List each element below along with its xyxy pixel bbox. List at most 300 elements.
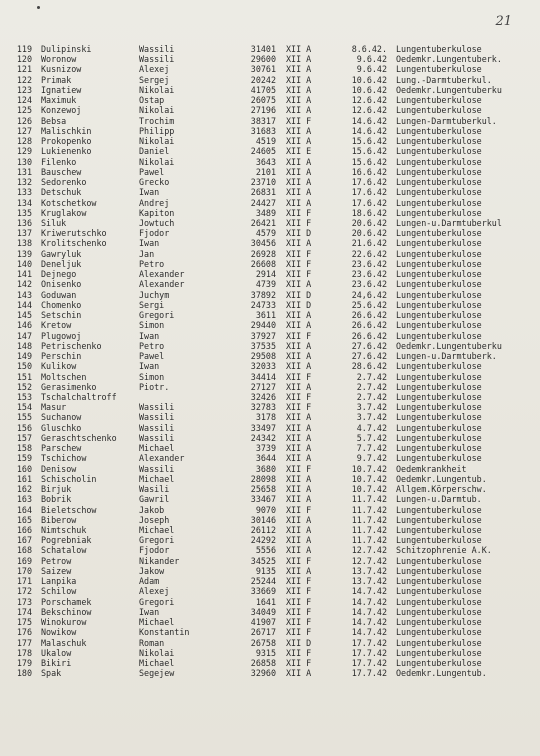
record-pow-number: 34049 xyxy=(250,606,276,617)
record-first-name: Gregori xyxy=(139,535,175,546)
record-first-name: Alexander xyxy=(139,279,185,290)
record-camp: XII A xyxy=(286,494,312,505)
record-pow-number: 9315 xyxy=(255,647,276,658)
record-surname: Kretow xyxy=(41,320,72,331)
record-row xyxy=(0,638,540,648)
record-number: 153 xyxy=(16,391,32,402)
record-surname: Gerasimenko xyxy=(41,381,97,392)
record-cause: Lungentuberkulose xyxy=(396,146,482,157)
record-surname: Deneljuk xyxy=(41,258,82,269)
record-number: 128 xyxy=(16,136,32,147)
record-first-name: Simon xyxy=(139,371,165,382)
record-first-name: Wassili xyxy=(139,44,175,54)
record-number: 137 xyxy=(16,228,32,239)
record-row xyxy=(0,320,540,330)
record-surname: Schischolin xyxy=(41,473,97,484)
record-first-name: Michael xyxy=(139,658,175,669)
record-row xyxy=(0,423,540,433)
record-first-name: Grecko xyxy=(139,177,170,188)
record-first-name: Iwan xyxy=(139,187,160,198)
record-camp: XII F xyxy=(286,207,312,218)
record-camp: XII A xyxy=(286,105,312,116)
record-row xyxy=(0,259,540,269)
record-pow-number: 20242 xyxy=(250,74,276,85)
record-first-name: Nikolai xyxy=(139,105,175,116)
record-number: 162 xyxy=(16,484,32,495)
record-number: 160 xyxy=(16,463,32,474)
record-row xyxy=(0,453,540,463)
record-surname: Filenko xyxy=(41,156,77,167)
record-first-name: Wassili xyxy=(139,432,175,443)
record-number: 119 xyxy=(16,44,32,54)
record-date: 27.6.42 xyxy=(351,340,387,351)
record-first-name: Alexander xyxy=(139,269,185,280)
record-cause: Lungen-u.Darmtuberkul xyxy=(396,217,502,228)
record-pow-number: 24427 xyxy=(250,197,276,208)
record-cause: Lungentuberkulose xyxy=(396,105,482,116)
record-first-name: Alexej xyxy=(139,64,170,75)
record-first-name: Joseph xyxy=(139,514,170,525)
record-date: 2.7.42 xyxy=(356,371,387,382)
record-date: 12.7.42 xyxy=(351,545,387,556)
record-first-name: Michael xyxy=(139,525,175,536)
record-first-name: Nikolai xyxy=(139,156,175,167)
record-number: 143 xyxy=(16,289,32,300)
record-cause: Lungentuberkulose xyxy=(396,525,482,536)
record-number: 120 xyxy=(16,54,32,65)
record-cause: Lungentuberkulose xyxy=(396,330,482,341)
record-number: 151 xyxy=(16,371,32,382)
record-cause: Oedemkrankheit xyxy=(396,463,467,474)
record-pow-number: 33497 xyxy=(250,422,276,433)
record-camp: XII F xyxy=(286,248,312,259)
record-camp: XII A xyxy=(286,381,312,392)
record-date: 18.6.42 xyxy=(351,207,387,218)
record-row xyxy=(0,54,540,64)
record-number: 176 xyxy=(16,627,32,638)
record-pow-number: 2101 xyxy=(255,166,276,177)
record-first-name: Nikolai xyxy=(139,647,175,658)
record-row xyxy=(0,167,540,177)
record-row xyxy=(0,249,540,259)
record-number: 172 xyxy=(16,586,32,597)
record-date: 14.7.42 xyxy=(351,617,387,628)
record-row xyxy=(0,484,540,494)
record-surname: Petrischenko xyxy=(41,340,102,351)
record-date: 10.7.42 xyxy=(351,463,387,474)
record-cause: Lungentuberkulose xyxy=(396,320,482,331)
record-row xyxy=(0,105,540,115)
record-row xyxy=(0,351,540,361)
record-cause: Lungentuberkulose xyxy=(396,443,482,454)
record-first-name: Jakob xyxy=(139,504,165,515)
record-pow-number: 34414 xyxy=(250,371,276,382)
record-camp: XII A xyxy=(286,422,312,433)
record-date: 17.7.42 xyxy=(351,647,387,658)
record-first-name: Nikander xyxy=(139,555,180,566)
record-date: 10.7.42 xyxy=(351,473,387,484)
record-number: 150 xyxy=(16,361,32,372)
record-surname: Moltschen xyxy=(41,371,87,382)
record-surname: Birjuk xyxy=(41,484,72,495)
record-cause: Lungen-Darmtuberkul. xyxy=(396,115,497,126)
record-number: 170 xyxy=(16,565,32,576)
record-camp: XII A xyxy=(286,320,312,331)
record-date: 17.6.42 xyxy=(351,197,387,208)
record-first-name: Wassili xyxy=(139,54,175,65)
record-row xyxy=(0,279,540,289)
record-camp: XII A xyxy=(286,84,312,95)
record-cause: Lungentuberkulose xyxy=(396,565,482,576)
record-date: 4.7.42 xyxy=(356,422,387,433)
record-first-name: Wassili xyxy=(139,463,175,474)
record-surname: Kotschetkow xyxy=(41,197,97,208)
record-camp: XII A xyxy=(286,453,312,464)
record-first-name: Sergej xyxy=(139,74,170,85)
record-pow-number: 30456 xyxy=(250,238,276,249)
record-number: 175 xyxy=(16,617,32,628)
record-camp: XII A xyxy=(286,197,312,208)
record-camp: XII A xyxy=(286,54,312,65)
record-number: 180 xyxy=(16,668,32,679)
record-row xyxy=(0,648,540,658)
page-number: 21 xyxy=(495,14,512,29)
record-camp: XII A xyxy=(286,432,312,443)
record-surname: Spak xyxy=(41,668,62,679)
record-first-name: Wassili xyxy=(139,422,175,433)
record-pow-number: 1641 xyxy=(255,596,276,607)
record-first-name: Trochim xyxy=(139,115,175,126)
record-first-name: Petro xyxy=(139,258,165,269)
record-number: 132 xyxy=(16,177,32,188)
record-cause: Oedemkr.Lungentuberk. xyxy=(396,54,502,65)
record-camp: XII A xyxy=(286,44,312,54)
record-surname: Maximuk xyxy=(41,95,77,106)
record-camp: XII A xyxy=(286,473,312,484)
record-first-name: Iwan xyxy=(139,361,160,372)
record-number: 159 xyxy=(16,453,32,464)
record-number: 144 xyxy=(16,299,32,310)
record-date: 14.7.42 xyxy=(351,627,387,638)
record-first-name: Gregori xyxy=(139,310,175,321)
record-date: 26.6.42 xyxy=(351,320,387,331)
record-date: 25.6.42 xyxy=(351,299,387,310)
record-camp: XII D xyxy=(286,299,312,310)
record-camp: XII F xyxy=(286,402,312,413)
record-camp: XII A xyxy=(286,238,312,249)
record-surname: Lukienenko xyxy=(41,146,92,157)
record-date: 26.6.42 xyxy=(351,310,387,321)
record-number: 166 xyxy=(16,525,32,536)
record-surname: Gluschko xyxy=(41,422,82,433)
record-cause: Lungentuberkulose xyxy=(396,177,482,188)
record-row xyxy=(0,474,540,484)
record-surname: Parschew xyxy=(41,443,82,454)
record-camp: XII A xyxy=(286,484,312,495)
record-cause: Lungentuberkulose xyxy=(396,64,482,75)
record-pow-number: 26858 xyxy=(250,658,276,669)
record-first-name: Konstantin xyxy=(139,627,190,638)
record-cause: Lungentuberkulose xyxy=(396,576,482,587)
record-pow-number: 32783 xyxy=(250,402,276,413)
record-number: 161 xyxy=(16,473,32,484)
record-cause: Lungentuberkulose xyxy=(396,269,482,280)
record-date: 26.6.42 xyxy=(351,330,387,341)
record-cause: Lungentuberkulose xyxy=(396,238,482,249)
record-pow-number: 24733 xyxy=(250,299,276,310)
record-date: 15.6.42 xyxy=(351,136,387,147)
record-camp: XII F xyxy=(286,617,312,628)
record-cause: Lungentuberkulose xyxy=(396,422,482,433)
record-date: 9.7.42 xyxy=(356,453,387,464)
record-number: 164 xyxy=(16,504,32,515)
record-date: 12.7.42 xyxy=(351,555,387,566)
record-row xyxy=(0,433,540,443)
record-cause: Lungentuberkulose xyxy=(396,586,482,597)
record-pow-number: 37892 xyxy=(250,289,276,300)
record-date: 11.7.42 xyxy=(351,514,387,525)
record-row xyxy=(0,556,540,566)
record-surname: Tschalchaltroff xyxy=(41,391,117,402)
record-surname: Denisow xyxy=(41,463,77,474)
record-date: 11.7.42 xyxy=(351,504,387,515)
record-first-name: Daniel xyxy=(139,146,170,157)
record-date: 13.7.42 xyxy=(351,565,387,576)
record-date: 17.7.42 xyxy=(351,668,387,679)
record-pow-number: 26831 xyxy=(250,187,276,198)
record-date: 15.6.42 xyxy=(351,146,387,157)
record-surname: Tschichow xyxy=(41,453,87,464)
record-pow-number: 2914 xyxy=(255,269,276,280)
record-row xyxy=(0,116,540,126)
record-pow-number: 24605 xyxy=(250,146,276,157)
record-surname: Kulikow xyxy=(41,361,77,372)
record-number: 131 xyxy=(16,166,32,177)
record-camp: XII A xyxy=(286,156,312,167)
record-pow-number: 32426 xyxy=(250,391,276,402)
record-row xyxy=(0,505,540,515)
record-date: 5.7.42 xyxy=(356,432,387,443)
record-number: 139 xyxy=(16,248,32,259)
record-number: 133 xyxy=(16,187,32,198)
record-first-name: Michael xyxy=(139,473,175,484)
record-surname: Malischkin xyxy=(41,125,92,136)
record-row xyxy=(0,576,540,586)
record-camp: XII F xyxy=(286,269,312,280)
record-cause: Lung.-Darmtuberkul. xyxy=(396,74,492,85)
record-number: 134 xyxy=(16,197,32,208)
record-first-name: Nikolai xyxy=(139,136,175,147)
record-row xyxy=(0,136,540,146)
record-cause: Lungentuberkulose xyxy=(396,555,482,566)
record-surname: Siluk xyxy=(41,217,67,228)
record-number: 124 xyxy=(16,95,32,106)
record-first-name: Piotr. xyxy=(139,381,170,392)
record-cause: Oedemkr.Lungentub. xyxy=(396,668,487,679)
record-row xyxy=(0,331,540,341)
record-cause: Lungentuberkulose xyxy=(396,637,482,648)
record-row xyxy=(0,372,540,382)
record-date: 11.7.42 xyxy=(351,494,387,505)
record-surname: Masur xyxy=(41,402,67,413)
record-camp: XII F xyxy=(286,217,312,228)
record-first-name: Segejew xyxy=(139,668,175,679)
record-date: 10.6.42 xyxy=(351,84,387,95)
record-first-name: Simon xyxy=(139,320,165,331)
record-cause: Lungentuberkulose xyxy=(396,617,482,628)
record-first-name: Pawel xyxy=(139,166,165,177)
record-cause: Lungentuberkulose xyxy=(396,187,482,198)
record-pow-number: 28098 xyxy=(250,473,276,484)
record-number: 146 xyxy=(16,320,32,331)
record-first-name: Fjodor xyxy=(139,545,170,556)
record-cause: Lungentuberkulose xyxy=(396,279,482,290)
record-row xyxy=(0,300,540,310)
record-row xyxy=(0,177,540,187)
record-date: 21.6.42 xyxy=(351,238,387,249)
record-row xyxy=(0,668,540,678)
record-camp: XII F xyxy=(286,606,312,617)
record-first-name: Philipp xyxy=(139,125,175,136)
record-surname: Kusnizow xyxy=(41,64,82,75)
record-date: 12.6.42 xyxy=(351,95,387,106)
record-pow-number: 31683 xyxy=(250,125,276,136)
record-camp: XII F xyxy=(286,658,312,669)
record-row xyxy=(0,607,540,617)
record-row xyxy=(0,208,540,218)
record-row xyxy=(0,535,540,545)
record-row xyxy=(0,95,540,105)
record-first-name: Kapiton xyxy=(139,207,175,218)
record-pow-number: 30761 xyxy=(250,64,276,75)
record-row xyxy=(0,515,540,525)
record-row xyxy=(0,146,540,156)
record-row xyxy=(0,464,540,474)
record-pow-number: 9135 xyxy=(255,565,276,576)
record-row xyxy=(0,218,540,228)
record-pow-number: 33467 xyxy=(250,494,276,505)
record-date: 14.6.42 xyxy=(351,115,387,126)
record-pow-number: 41907 xyxy=(250,617,276,628)
record-first-name: Alexej xyxy=(139,586,170,597)
record-number: 179 xyxy=(16,658,32,669)
record-number: 122 xyxy=(16,74,32,85)
record-camp: XII D xyxy=(286,289,312,300)
record-cause: Lungentuberkulose xyxy=(396,299,482,310)
record-camp: XII A xyxy=(286,74,312,85)
record-row xyxy=(0,310,540,320)
record-row xyxy=(0,617,540,627)
record-cause: Lungentuberkulose xyxy=(396,606,482,617)
record-camp: XII A xyxy=(286,125,312,136)
record-date: 14.6.42 xyxy=(351,125,387,136)
record-number: 126 xyxy=(16,115,32,126)
record-first-name: Iwan xyxy=(139,238,160,249)
record-row xyxy=(0,157,540,167)
record-date: 24,6.42 xyxy=(351,289,387,300)
record-surname: Saizew xyxy=(41,565,72,576)
record-surname: Krolitschenko xyxy=(41,238,107,249)
record-first-name: Michael xyxy=(139,617,175,628)
record-pow-number: 25244 xyxy=(250,576,276,587)
record-pow-number: 5556 xyxy=(255,545,276,556)
record-row xyxy=(0,412,540,422)
record-date: 2.7.42 xyxy=(356,391,387,402)
record-date: 17.7.42 xyxy=(351,658,387,669)
record-number: 165 xyxy=(16,514,32,525)
record-first-name: Petro xyxy=(139,340,165,351)
record-surname: Dejnego xyxy=(41,269,77,280)
record-row xyxy=(0,402,540,412)
record-number: 173 xyxy=(16,596,32,607)
record-pow-number: 26608 xyxy=(250,258,276,269)
record-date: 8.6.42. xyxy=(351,44,387,54)
record-pow-number: 24342 xyxy=(250,432,276,443)
record-number: 145 xyxy=(16,310,32,321)
record-first-name: Adam xyxy=(139,576,160,587)
record-camp: XII A xyxy=(286,535,312,546)
record-pow-number: 24292 xyxy=(250,535,276,546)
record-row xyxy=(0,238,540,248)
record-cause: Lungentuberkulose xyxy=(396,166,482,177)
record-surname: Bobrik xyxy=(41,494,72,505)
record-camp: XII A xyxy=(286,565,312,576)
record-cause: Lungentuberkulose xyxy=(396,647,482,658)
record-pow-number: 27127 xyxy=(250,381,276,392)
record-first-name: Iwan xyxy=(139,606,160,617)
record-date: 23.6.42 xyxy=(351,258,387,269)
record-number: 127 xyxy=(16,125,32,136)
record-pow-number: 3178 xyxy=(255,412,276,423)
record-surname: Goduwan xyxy=(41,289,77,300)
record-pow-number: 41705 xyxy=(250,84,276,95)
record-cause: Oedemkr.Lungentub. xyxy=(396,473,487,484)
record-first-name: Juchym xyxy=(139,289,170,300)
record-pow-number: 3643 xyxy=(255,156,276,167)
record-pow-number: 3489 xyxy=(255,207,276,218)
record-row xyxy=(0,392,540,402)
record-first-name: Michael xyxy=(139,443,175,454)
record-number: 154 xyxy=(16,402,32,413)
record-camp: XII A xyxy=(286,545,312,556)
record-cause: Lungentuberkulose xyxy=(396,197,482,208)
record-surname: Bebsa xyxy=(41,115,67,126)
record-camp: XII F xyxy=(286,115,312,126)
record-surname: Nowikow xyxy=(41,627,77,638)
record-pow-number: 3611 xyxy=(255,310,276,321)
record-camp: XII A xyxy=(286,351,312,362)
record-pow-number: 29440 xyxy=(250,320,276,331)
record-first-name: Ostap xyxy=(139,95,165,106)
record-date: 13.7.42 xyxy=(351,576,387,587)
record-surname: Petrow xyxy=(41,555,72,566)
record-row xyxy=(0,187,540,197)
record-date: 7.7.42 xyxy=(356,443,387,454)
record-number: 149 xyxy=(16,351,32,362)
record-first-name: Gregori xyxy=(139,596,175,607)
record-surname: Setschin xyxy=(41,310,82,321)
record-number: 158 xyxy=(16,443,32,454)
record-first-name: Jowtuch xyxy=(139,217,175,228)
record-row xyxy=(0,627,540,637)
record-cause: Lungentuberkulose xyxy=(396,228,482,239)
record-camp: XII A xyxy=(286,187,312,198)
record-camp: XII A xyxy=(286,668,312,679)
record-pow-number: 32033 xyxy=(250,361,276,372)
record-date: 3.7.42 xyxy=(356,412,387,423)
record-row xyxy=(0,525,540,535)
record-row xyxy=(0,494,540,504)
